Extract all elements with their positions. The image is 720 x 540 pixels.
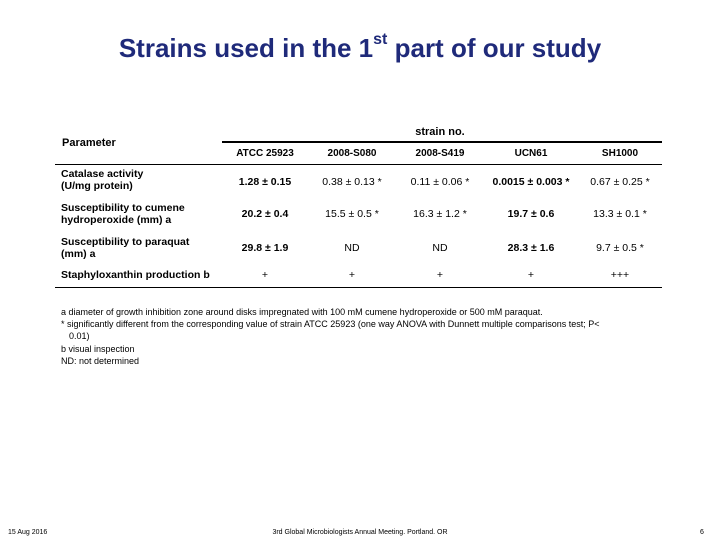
row-label-paraquat xyxy=(61,236,189,260)
table-cell: + xyxy=(261,269,269,281)
column-header-s080: 2008-S080 xyxy=(327,148,377,159)
footnote-star-cont: 0.01) xyxy=(69,331,90,342)
table-cell: ND xyxy=(432,242,448,254)
parameter-header: Parameter xyxy=(62,137,116,149)
footer-page-number: 6 xyxy=(700,529,704,536)
table-cell: ND xyxy=(344,242,360,254)
title-rest: part of our study xyxy=(387,33,602,63)
table-cell: 13.3 ± 0.1 * xyxy=(593,208,647,220)
header-rule xyxy=(222,141,662,143)
table-cell: + xyxy=(348,269,356,281)
table-cell: 20.2 ± 0.4 xyxy=(241,208,289,220)
table-cell: 15.5 ± 0.5 * xyxy=(325,208,379,220)
column-header-s419: 2008-S419 xyxy=(415,148,465,159)
table-cell: 1.28 ± 0.15 xyxy=(238,176,292,188)
strain-no-header: strain no. xyxy=(415,126,465,138)
footnote-star: * significantly different from the corresponding value of strain ATCC 25923 (one way ANOVA with Dunnett multiple comparisons test; P< xyxy=(61,319,600,330)
column-header-ucn61: UCN61 xyxy=(514,148,548,159)
row-label-line1: Susceptibility to cumene xyxy=(61,202,185,214)
footnote-nd: ND: not determined xyxy=(61,355,140,366)
title-main: Strains used in the 1 xyxy=(118,33,374,63)
table-cell: 29.8 ± 1.9 xyxy=(241,242,289,254)
footnote-a: a diameter of growth inhibition zone around disks impregnated with 100 mM cumene hydroperoxide or 500 mM paraquat. xyxy=(61,307,543,317)
table-cell: +++ xyxy=(610,269,630,281)
row-label-cumene xyxy=(61,202,185,226)
row-label-catalase xyxy=(61,168,143,192)
table-cell: 19.7 ± 0.6 xyxy=(507,208,555,220)
table-cell: 0.38 ± 0.13 * xyxy=(322,176,382,188)
row-label-line2: (U/mg protein) xyxy=(61,180,133,192)
row-label-line1: Susceptibility to paraquat xyxy=(61,236,190,248)
table-cell: 0.67 ± 0.25 * xyxy=(590,176,650,188)
table-cell: + xyxy=(436,269,444,281)
footnote-b: b visual inspection xyxy=(61,343,135,354)
row-label-line1: Staphyloxanthin production b xyxy=(61,269,210,281)
footer-meeting: 3rd Global Microbiologists Annual Meeting. Portland. OR xyxy=(272,529,448,536)
slide-title xyxy=(0,33,720,64)
row-label-staphyloxanthin xyxy=(61,269,210,281)
table-cell: 9.7 ± 0.5 * xyxy=(596,242,644,254)
table-cell: 0.0015 ± 0.003 * xyxy=(492,176,570,188)
table-bottom-rule xyxy=(55,287,662,288)
table-footnotes xyxy=(61,306,681,367)
table-cell: + xyxy=(527,269,535,281)
title-superscript: st xyxy=(373,31,388,48)
table-cell: 16.3 ± 1.2 * xyxy=(413,208,467,220)
row-label-line2: hydroperoxide (mm) a xyxy=(61,214,172,226)
table-cell: 0.11 ± 0.06 * xyxy=(410,176,470,188)
column-header-rule xyxy=(55,164,662,165)
footer-date: 15 Aug 2016 xyxy=(8,529,48,536)
column-header-sh1000: SH1000 xyxy=(601,148,639,159)
row-label-line1: Catalase activity xyxy=(61,168,144,180)
table-cell: 28.3 ± 1.6 xyxy=(507,242,555,254)
row-label-line2: (mm) a xyxy=(61,248,96,260)
column-header-atcc: ATCC 25923 xyxy=(236,148,294,159)
